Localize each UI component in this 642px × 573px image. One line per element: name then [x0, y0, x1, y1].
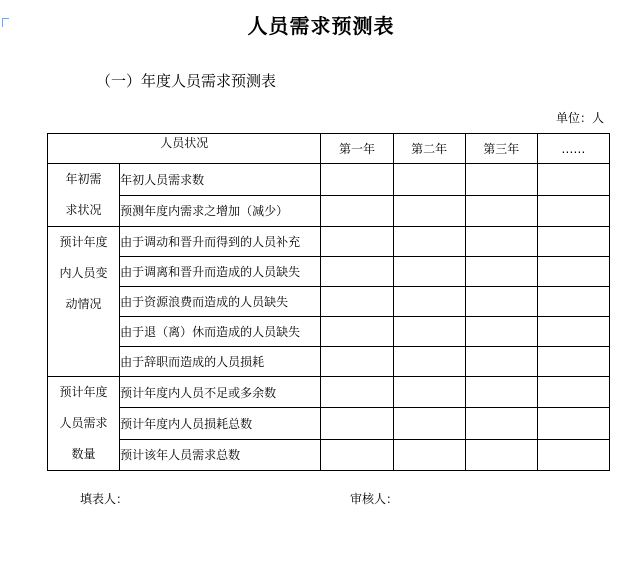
table-row — [48, 408, 610, 439]
input-cell[interactable] — [321, 408, 393, 439]
group-label-demand-quantity — [48, 377, 120, 471]
table-row — [48, 347, 610, 377]
table-row — [48, 317, 610, 347]
header-row — [48, 134, 610, 164]
group-label-line: 人员需求 — [59, 416, 108, 430]
input-cell[interactable] — [465, 439, 537, 470]
input-cell[interactable] — [321, 227, 393, 257]
input-cell[interactable] — [321, 377, 393, 408]
row-label: 由于调离和晋升而造成的人员缺失 — [120, 257, 321, 287]
row-label: 由于辞职而造成的人员损耗 — [120, 347, 321, 377]
table-row — [48, 439, 610, 470]
row-label: 预计年度内人员不足或多余数 — [120, 377, 321, 408]
input-cell[interactable] — [537, 164, 609, 196]
input-cell[interactable] — [393, 257, 465, 287]
input-cell[interactable] — [321, 347, 393, 377]
input-cell[interactable] — [537, 377, 609, 408]
header-year-3: 第三年 — [465, 134, 537, 164]
header-year-1: 第一年 — [321, 134, 393, 164]
reviewer-signature-label: 审核人： — [350, 492, 399, 506]
input-cell[interactable] — [393, 347, 465, 377]
input-cell[interactable] — [393, 227, 465, 257]
group-label-initial-demand — [48, 164, 120, 227]
input-cell[interactable] — [537, 257, 609, 287]
input-cell[interactable] — [537, 439, 609, 470]
input-cell[interactable] — [393, 195, 465, 227]
row-label: 由于退（离）休而造成的人员缺失 — [120, 317, 321, 347]
input-cell[interactable] — [321, 257, 393, 287]
table-row — [48, 377, 610, 408]
input-cell[interactable] — [393, 317, 465, 347]
row-label: 由于资源浪费而造成的人员缺失 — [120, 287, 321, 317]
input-cell[interactable] — [465, 317, 537, 347]
table-row — [48, 195, 610, 227]
header-year-more: …… — [537, 134, 609, 164]
input-cell[interactable] — [465, 195, 537, 227]
input-cell[interactable] — [321, 195, 393, 227]
table-row — [48, 164, 610, 196]
row-label: 预计年度内人员损耗总数 — [120, 408, 321, 439]
input-cell[interactable] — [537, 317, 609, 347]
input-cell[interactable] — [393, 408, 465, 439]
group-label-line: 预计年度 — [59, 235, 108, 249]
input-cell[interactable] — [393, 164, 465, 196]
row-label: 年初人员需求数 — [120, 164, 321, 196]
filler-signature-label: 填表人： — [80, 492, 129, 506]
input-cell[interactable] — [465, 164, 537, 196]
row-label: 预测年度内需求之增加（减少） — [120, 195, 321, 227]
input-cell[interactable] — [537, 287, 609, 317]
input-cell[interactable] — [537, 347, 609, 377]
input-cell[interactable] — [537, 408, 609, 439]
input-cell[interactable] — [321, 317, 393, 347]
group-label-line: 数量 — [71, 447, 96, 461]
unit-label: 单位：人 — [555, 111, 604, 125]
group-label-line: 求状况 — [65, 203, 102, 217]
input-cell[interactable] — [465, 287, 537, 317]
input-cell[interactable] — [393, 377, 465, 408]
table-row — [48, 257, 610, 287]
header-personnel-status: 人员状况 — [48, 134, 321, 164]
input-cell[interactable] — [393, 439, 465, 470]
group-label-line: 动情况 — [65, 297, 102, 311]
group-label-staff-changes — [48, 227, 120, 377]
input-cell[interactable] — [321, 439, 393, 470]
table-row — [48, 227, 610, 257]
input-cell[interactable] — [537, 195, 609, 227]
input-cell[interactable] — [465, 408, 537, 439]
section-subtitle: （一）年度人员需求预测表 — [96, 72, 277, 90]
input-cell[interactable] — [321, 287, 393, 317]
input-cell[interactable] — [465, 347, 537, 377]
input-cell[interactable] — [393, 287, 465, 317]
input-cell[interactable] — [465, 257, 537, 287]
table-row — [48, 287, 610, 317]
row-label: 由于调动和晋升而得到的人员补充 — [120, 227, 321, 257]
forecast-table — [47, 133, 610, 471]
page-title: 人员需求预测表 — [247, 14, 395, 38]
input-cell[interactable] — [321, 164, 393, 196]
group-label-line: 预计年度 — [59, 385, 108, 399]
input-cell[interactable] — [537, 227, 609, 257]
group-label-line: 内人员变 — [59, 266, 108, 280]
header-year-2: 第二年 — [393, 134, 465, 164]
row-label: 预计该年人员需求总数 — [120, 439, 321, 470]
group-label-line: 年初需 — [65, 172, 102, 186]
input-cell[interactable] — [465, 227, 537, 257]
input-cell[interactable] — [465, 377, 537, 408]
